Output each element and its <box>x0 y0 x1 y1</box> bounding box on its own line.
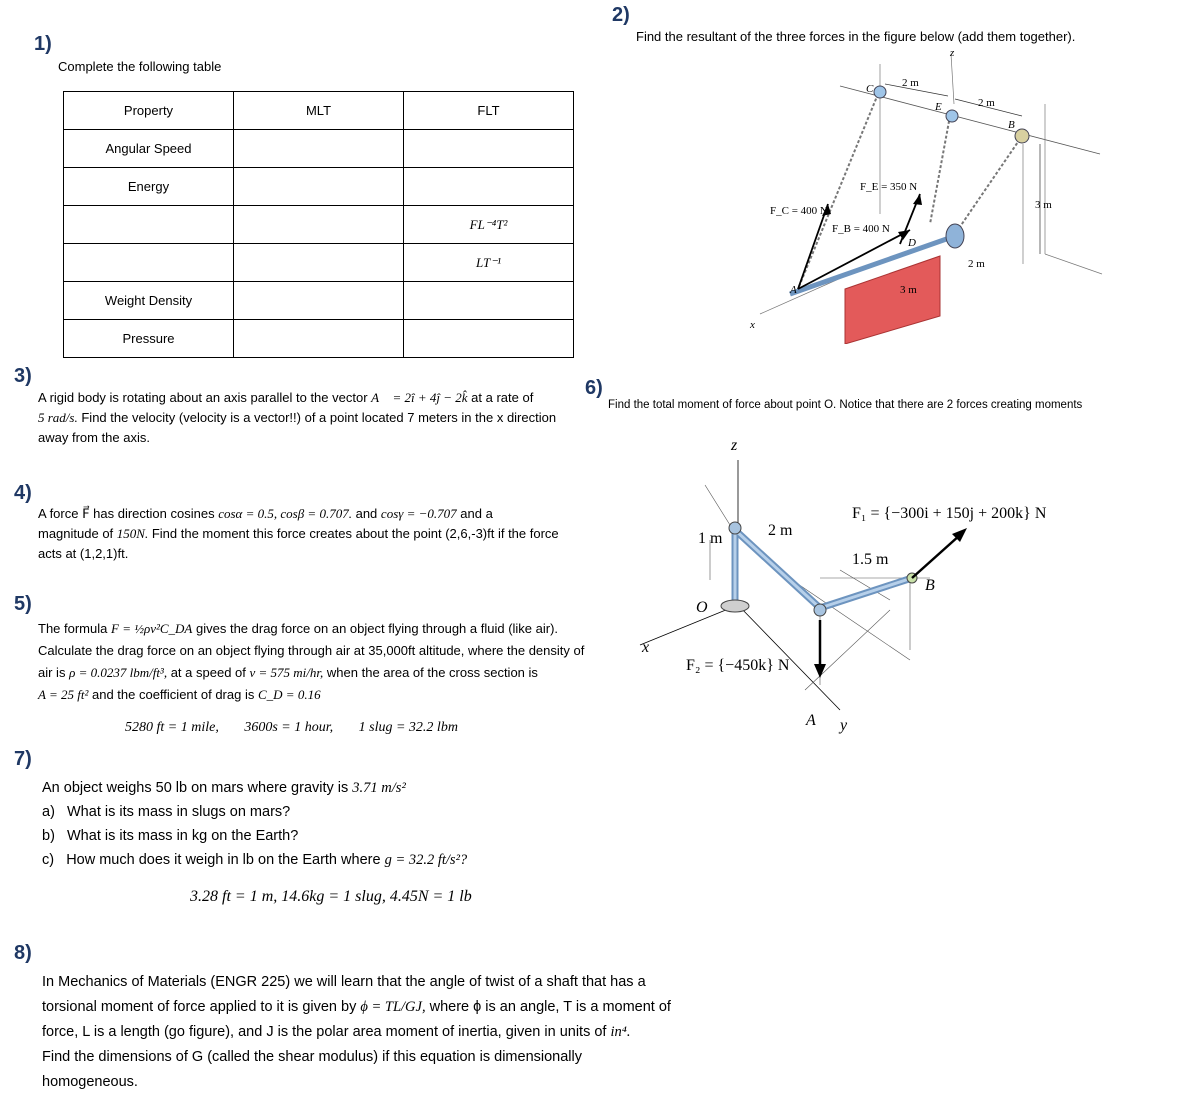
table-row <box>64 168 574 206</box>
table-cell: LT⁻¹ <box>404 244 574 282</box>
label-fc: F_C = 400 N <box>770 205 828 217</box>
table-cell: FL⁻⁴T² <box>404 206 574 244</box>
q4-number: 4) <box>14 482 32 504</box>
q4-magnitude-math: 150N. <box>116 526 149 541</box>
table-cell <box>234 320 404 358</box>
q7-item-b-marker: b) <box>42 828 55 844</box>
table-cell: Pressure <box>64 320 234 358</box>
pulley-e <box>946 110 958 122</box>
dim-2m-a: 2 m <box>902 77 919 89</box>
label-fe: F_E = 350 N <box>860 181 918 193</box>
conversion-hour: 3600s = 1 hour, <box>244 720 334 735</box>
conversion-slug: 1 slug = 32.2 lbm <box>358 720 458 735</box>
table-cell <box>234 130 404 168</box>
q4-line1-text: A force F⃗ has direction cosines <box>38 506 215 521</box>
table-row <box>64 244 574 282</box>
q8-line5: homogeneous. <box>42 1074 138 1090</box>
cable-db <box>955 139 1020 234</box>
q5-line3-end: when the area of the cross section is <box>326 665 538 680</box>
q7-conversions: 3.28 ft = 1 m, 14.6kg = 1 slug, 4.45N = 1 lb <box>190 888 472 905</box>
label-y: y <box>840 717 848 734</box>
label-b: B <box>1008 119 1015 131</box>
q8-line2-end: where ϕ is an angle, T is a moment of <box>429 999 671 1015</box>
table-cell <box>404 130 574 168</box>
q7-gravity-math: 3.71 m/s² <box>352 780 406 796</box>
q4-line2-text: magnitude of <box>38 526 114 541</box>
cable-de <box>930 116 950 224</box>
table-cell <box>404 168 574 206</box>
q8-text <box>42 970 702 1095</box>
q5-line1-end: gives the drag force on an object flying through a fluid (like air). <box>196 621 559 636</box>
q5-number: 5) <box>14 593 32 615</box>
label-d: D <box>908 237 916 249</box>
q8-units-math: in⁴. <box>610 1024 631 1040</box>
q7-line1-text: An object weighs 50 lb on mars where gravity is <box>42 780 349 796</box>
label-a: A <box>790 284 797 296</box>
q5-text <box>38 618 588 706</box>
table-row <box>64 282 574 320</box>
table-cell <box>404 282 574 320</box>
table-row <box>64 206 574 244</box>
table-header: Property <box>64 92 234 130</box>
dim-1-5m: 1.5 m <box>852 551 889 568</box>
q6-number: 6) <box>585 377 603 399</box>
q3-number: 3) <box>14 365 32 387</box>
base-flange <box>721 600 749 612</box>
q7-number: 7) <box>14 748 32 770</box>
label-o: O <box>696 599 708 616</box>
q8-line2-text: torsional moment of force applied to it is given by <box>42 999 357 1015</box>
q7-item-c: How much does it weigh in lb on the Earth where <box>66 852 381 868</box>
table-header-row <box>64 92 574 130</box>
label-c: C <box>866 83 874 95</box>
q2-number: 2) <box>612 4 630 26</box>
dim-3m-b: 3 m <box>1035 199 1052 211</box>
x-axis <box>640 605 738 645</box>
q5-speed-math: v = 575 mi/hr, <box>249 665 324 680</box>
label-e: E <box>935 101 942 113</box>
table-cell: Weight Density <box>64 282 234 320</box>
q4-and: and <box>355 506 378 521</box>
q7-item-a-marker: a) <box>42 804 55 820</box>
table-cell: Energy <box>64 168 234 206</box>
force-figure <box>740 44 1110 344</box>
dim-1m: 1 m <box>698 530 723 547</box>
label-f1: F₁ = {−300i + 150j + 200k} N <box>852 505 1047 522</box>
table-cell <box>234 282 404 320</box>
table-header: MLT <box>234 92 404 130</box>
bearing-d <box>946 224 964 248</box>
pipe <box>735 530 912 608</box>
dim-2m-c: 2 m <box>968 258 985 270</box>
q5-cd-math: C_D = 0.16 <box>257 687 321 702</box>
q6-instruction: Find the total moment of force about point O. Notice that there are 2 forces creating moments <box>608 399 1083 411</box>
q3-line2-text: Find the velocity (velocity is a vector!!) of a point located 7 meters in the x direction <box>81 410 557 425</box>
table-cell <box>234 168 404 206</box>
label-f2: F₂ = {−450k} N <box>686 657 790 674</box>
q7-g-math: g = 32.2 ft/s²? <box>384 852 468 868</box>
q4-cos-math: cosα = 0.5, cosβ = 0.707. <box>218 506 352 521</box>
label-x: x <box>750 319 755 331</box>
q3-line3: away from the axis. <box>38 430 150 445</box>
dim-2m: 2 m <box>768 522 793 539</box>
table-header: FLT <box>404 92 574 130</box>
q2-instruction: Find the resultant of the three forces in the figure below (add them together). <box>636 29 1076 44</box>
table-cell <box>64 206 234 244</box>
q3-line1-end: at a rate of <box>471 390 534 405</box>
table-cell <box>234 206 404 244</box>
q7-text <box>42 776 602 872</box>
table-row <box>64 320 574 358</box>
table-cell <box>64 244 234 282</box>
q5-line1-text: The formula <box>38 621 108 636</box>
label-x: x <box>642 639 650 656</box>
q5-line2: Calculate the drag force on an object flying through air at 35,000ft altitude, where the density of <box>38 643 585 658</box>
q5-line3-mid: at a speed of <box>170 665 246 680</box>
conversion-mile: 5280 ft = 1 mile, <box>125 720 219 735</box>
pulley-c <box>874 86 886 98</box>
q8-line3-text: force, L is a length (go figure), and J is the polar area moment of inertia, given in units of <box>42 1024 607 1040</box>
dim-2m-b: 2 m <box>978 97 995 109</box>
q3-vector-math: A⃗ = 2î + 4ĵ − 2k̂ <box>371 390 468 405</box>
q5-line3-text: air is <box>38 665 66 680</box>
dim-3m-a: 3 m <box>900 284 917 296</box>
q7-item-b: What is its mass in kg on the Earth? <box>67 828 299 844</box>
q8-twist-math: ϕ = TL/GJ, <box>360 999 426 1015</box>
q3-text <box>38 388 578 448</box>
pulley-b <box>1015 129 1029 143</box>
q4-text <box>38 504 578 564</box>
label-b: B <box>925 577 935 594</box>
q5-area-math: A = 25 ft² <box>38 687 89 702</box>
q3-rate-math: 5 rad/s. <box>38 410 78 425</box>
q5-conversions <box>125 720 458 736</box>
label-a: A <box>806 712 816 729</box>
q1-number: 1) <box>34 33 52 55</box>
table-cell <box>234 244 404 282</box>
q4-line3: acts at (1,2,1)ft. <box>38 546 129 561</box>
q4-line2-end: Find the moment this force creates about the point (2,6,-3)ft if the force <box>151 526 559 541</box>
q5-formula-math: F = ½ρv²C_DA <box>111 621 193 636</box>
table-row <box>64 130 574 168</box>
q1-instruction: Complete the following table <box>58 59 222 74</box>
arrow-f1 <box>912 535 960 578</box>
label-fb: F_B = 400 N <box>832 223 890 235</box>
label-z: z <box>950 47 955 59</box>
q8-line1: In Mechanics of Materials (ENGR 225) we will learn that the angle of twist of a shaft that has a <box>42 974 646 990</box>
q7-item-c-marker: c) <box>42 852 55 868</box>
moment-figure <box>630 430 1110 750</box>
q4-cosgamma-math: cosγ = −0.707 <box>380 506 457 521</box>
q5-density-math: ρ = 0.0237 lbm/ft³, <box>69 665 168 680</box>
table-cell: Angular Speed <box>64 130 234 168</box>
q5-line4-text: and the coefficient of drag is <box>91 687 255 702</box>
q7-item-a: What is its mass in slugs on mars? <box>67 804 291 820</box>
q8-line4: Find the dimensions of G (called the shear modulus) if this equation is dimensionally <box>42 1049 582 1065</box>
q4-line1-end: and a <box>460 506 493 521</box>
label-z: z <box>731 437 738 454</box>
q8-number: 8) <box>14 942 32 964</box>
table-cell <box>404 320 574 358</box>
property-table <box>63 91 574 358</box>
q3-line1-text: A rigid body is rotating about an axis parallel to the vector <box>38 390 368 405</box>
